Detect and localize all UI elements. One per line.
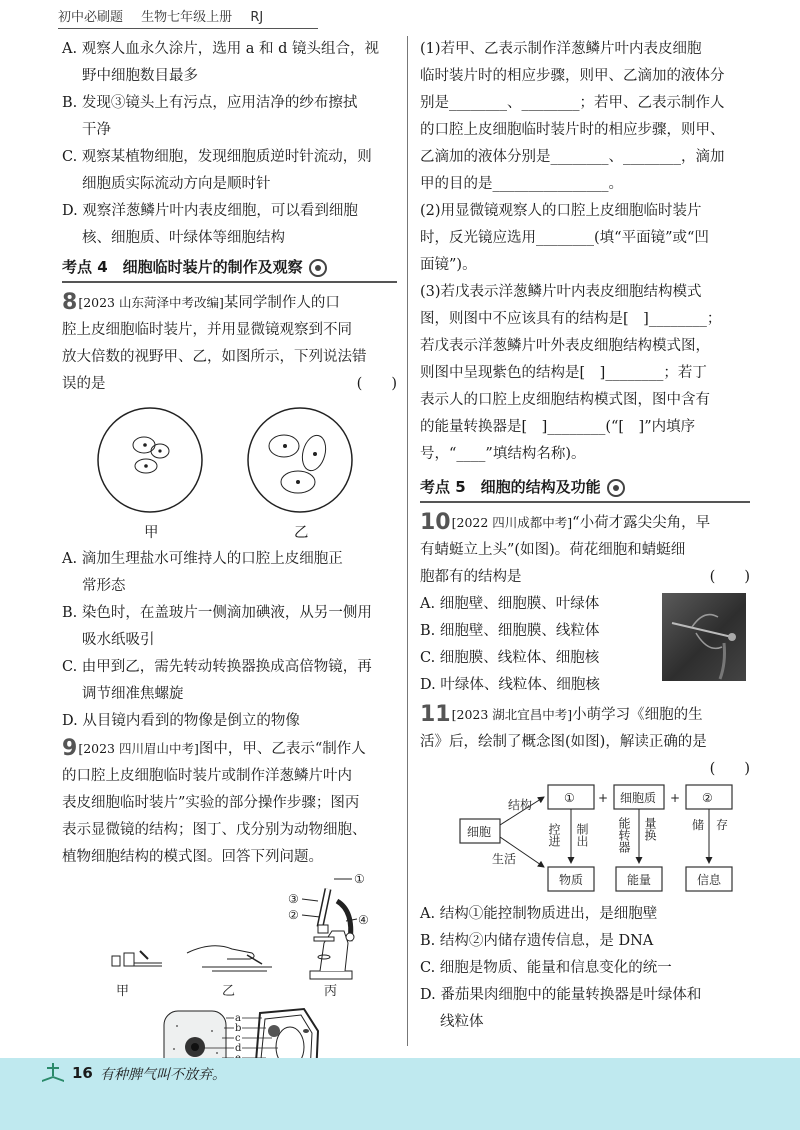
- microscope-fields-diagram: [62, 398, 397, 546]
- header-rule: [58, 28, 318, 29]
- q8-option-b: B. 染色时，在盖玻片一侧滴加碘液，从另一侧用: [62, 605, 372, 621]
- q9-part-line: 图，则图中不应该具有的结构是[ ]________；: [420, 311, 722, 327]
- q8-option-c: C. 由甲到乙，需先转动转换器换成高倍物镜，再: [62, 659, 372, 675]
- q7-option-c-cont: 细胞质实际流动方向是顺时针: [82, 176, 271, 192]
- section-heading-text: 考点 4 细胞临时装片的制作及观察: [62, 258, 303, 276]
- q10-stem-line2: 有蜻蜓立上头”(如图)。荷花细胞和蜻蜓细: [420, 542, 686, 558]
- q10-option-c: C. 细胞膜、线粒体、细胞核: [420, 650, 600, 666]
- concept-box2: ②: [702, 791, 713, 805]
- q9-stem-line4: 表示显微镜的结构；图丁、戊分别为动物细胞、: [62, 822, 367, 838]
- q7-option-c: C. 观察某植物细胞，发现细胞质逆时针流动，则: [62, 149, 372, 165]
- concept-plus: +: [670, 791, 681, 805]
- q8-stem-line3: 放大倍数的视野甲、乙，如图所示，下列说法错: [62, 349, 367, 365]
- q8-option-c-cont: 调节细准焦螺旋: [82, 686, 184, 702]
- answer-paren: ( ): [356, 376, 397, 392]
- left-column: [62, 36, 397, 1111]
- q9-part-line: (1)若甲、乙表示制作洋葱鳞片叶内表皮细胞: [420, 41, 702, 57]
- q8-text: 某同学制作人的口: [223, 295, 340, 311]
- q7-option-d-cont: 核、细胞质、叶绿体等细胞结构: [82, 230, 285, 246]
- q8-option-a-cont: 常形态: [82, 578, 126, 594]
- q10-stem-line1: [420, 509, 750, 537]
- q11-stem-line2: 活》后，绘制了概念图(如图)，解读正确的是: [420, 734, 707, 750]
- step-jia-drawing: [112, 951, 162, 966]
- q10-option-a: A. 细胞壁、细胞膜、叶绿体: [420, 596, 600, 612]
- page-footer: [0, 1058, 800, 1130]
- answer-paren: ( ): [709, 569, 750, 585]
- q8-stem-line1: [62, 289, 397, 317]
- cell-mark-c: c: [235, 1033, 241, 1044]
- q9-text: 图中，甲、乙表示“制作人: [198, 741, 366, 757]
- concept-cell: 细胞: [467, 825, 492, 839]
- q8-figure: [62, 398, 397, 546]
- edition: RJ: [250, 10, 264, 25]
- concept-substance: 物质: [559, 873, 584, 887]
- q9-part-line: 若戊表示洋葱鳞片叶外表皮细胞结构模式图，: [420, 338, 710, 354]
- cell-mark-d: d: [235, 1043, 242, 1054]
- q9-part-line: 表示人的口腔上皮细胞结构模式图，图中含有: [420, 392, 710, 408]
- field-jia: [98, 408, 202, 512]
- q7-option-b-cont: 干净: [82, 122, 111, 138]
- q9-part-line: 号，“____”填结构名称)。: [420, 446, 586, 462]
- concept-cytoplasm: 细胞质: [620, 791, 657, 805]
- q10-stem-line3: [420, 564, 750, 591]
- concept-map: [420, 783, 750, 901]
- concept-store: 储: [692, 818, 705, 832]
- concept-info: 信息: [697, 873, 722, 887]
- concept-box1: ①: [564, 791, 575, 805]
- q10-option-d: D. 叶绿体、线粒体、细胞核: [420, 677, 600, 693]
- q8-option-b-cont: 吸水纸吸引: [82, 632, 155, 648]
- figure-label-bing: 丙: [324, 984, 338, 999]
- q10-text: “小荷才露尖尖角，早: [572, 515, 711, 531]
- concept-energy: 能转器: [617, 817, 631, 853]
- page-header: [58, 6, 758, 28]
- microscope-icon: [310, 889, 354, 979]
- question-source: [2022 四川成都中考]: [451, 515, 573, 530]
- q9-part-line: 的口腔上皮细胞临时装片时的相应步骤，则甲、: [420, 122, 725, 138]
- target-icon: [309, 259, 327, 277]
- book-logo-icon: [40, 1060, 66, 1084]
- section-heading-text: 考点 5 细胞的结构及功能: [420, 478, 601, 496]
- footer-motto: 有种脾气叫不放弃。: [100, 1067, 226, 1083]
- concept-map-diagram: [420, 783, 750, 901]
- scope-mark-1: ①: [354, 872, 365, 886]
- q10-options-block: [420, 591, 750, 701]
- concept-amount: 量换: [643, 817, 657, 841]
- concept-energy-box: 能量: [627, 873, 652, 887]
- question-number: 8: [62, 290, 78, 315]
- q11-option-a: A. 结构①能控制物质进出，是细胞壁: [420, 906, 658, 922]
- step-yi-drawing: [187, 946, 272, 971]
- cell-mark-a: a: [235, 1013, 241, 1024]
- q9-stem-line1: [62, 735, 397, 763]
- q10-text-end: 胞都有的结构是: [420, 569, 522, 585]
- cell-mark-b: b: [235, 1023, 242, 1034]
- q10-option-b: B. 细胞壁、细胞膜、线粒体: [420, 623, 600, 639]
- q7-option-a-cont: 野中细胞数目最多: [82, 68, 198, 84]
- figure-label-yi: 乙: [294, 525, 309, 541]
- q9-stem-line5: 植物细胞结构的模式图。回答下列问题。: [62, 849, 323, 865]
- figure-label-jia: 甲: [116, 984, 130, 999]
- q11-text: 小萌学习《细胞的生: [572, 707, 703, 723]
- q11-option-d-cont: 线粒体: [440, 1014, 484, 1030]
- q8-text-end: 误的是: [62, 376, 106, 392]
- q8-option-d: D. 从目镜内看到的物像是倒立的物像: [62, 713, 300, 729]
- q9-part-line: 乙滴加的液体分别是________、________，滴加: [420, 149, 725, 165]
- question-number: 11: [420, 702, 451, 727]
- question-number: 10: [420, 510, 451, 535]
- question-source: [2023 湖北宜昌中考]: [451, 707, 573, 722]
- q9-part-line: (2)用显微镜观察人的口腔上皮细胞临时装片: [420, 203, 702, 219]
- question-source: [2023 四川眉山中考]: [78, 741, 199, 756]
- column-divider: [407, 36, 408, 1046]
- q9-stem-line3: 表皮细胞临时装片”实验的部分操作步骤；图丙: [62, 795, 360, 811]
- concept-structure: 结构: [508, 798, 533, 812]
- q8-stem-line2: 腔上皮细胞临时装片，并用显微镜观察到不同: [62, 322, 352, 338]
- concept-plus: +: [598, 791, 609, 805]
- q11-option-b: B. 结构②内储存遗传信息，是 DNA: [420, 933, 654, 949]
- concept-life: 生活: [492, 852, 517, 866]
- q9-part-line: 别是________、________；若甲、乙表示制作人: [420, 95, 725, 111]
- field-yi: [248, 408, 352, 512]
- concept-save: 存: [716, 818, 729, 832]
- figure-label-jia: 甲: [144, 525, 159, 541]
- q8-stem-line4: [62, 371, 397, 398]
- concept-control: 控进: [547, 823, 561, 847]
- q11-option-d: D. 番茄果肉细胞中的能量转换器是叶绿体和: [420, 987, 702, 1003]
- q11-option-c: C. 细胞是物质、能量和信息变化的统一: [420, 960, 672, 976]
- scope-mark-4: ④: [358, 913, 369, 927]
- q9-part-line: (3)若戊表示洋葱鳞片叶内表皮细胞结构模式: [420, 284, 702, 300]
- q7-option-d: D. 观察洋葱鳞片叶内表皮细胞，可以看到细胞: [62, 203, 358, 219]
- section-heading-kaodian4: [62, 254, 397, 283]
- q9-part-line: 时，反光镜应选用________(填“平面镜”或“凹: [420, 230, 709, 246]
- q9-part-line: 的能量转换器是[ ]________(“[ ]”内填序: [420, 419, 696, 435]
- q9-stem-line2: 的口腔上皮细胞临时装片或制作洋葱鳞片叶内: [62, 768, 352, 784]
- scope-mark-2: ②: [288, 908, 299, 922]
- q9-part-line: 则图中呈现紫色的结构是[ ]________；若丁: [420, 365, 707, 381]
- question-number: 9: [62, 736, 78, 761]
- subject-name: 生物七年级上册: [141, 10, 233, 25]
- q9-part-line: 临时装片时的相应步骤，则甲、乙滴加的液体分: [420, 68, 725, 84]
- section-heading-kaodian5: [420, 474, 750, 503]
- page-number: 16: [72, 1064, 93, 1082]
- scope-mark-3: ③: [288, 892, 299, 906]
- q7-option-a: A. 观察人血永久涂片，选用 a 和 d 镜头组合，视: [62, 41, 380, 57]
- concept-make: 制出: [575, 823, 589, 847]
- q8-option-a: A. 滴加生理盐水可维持人的口腔上皮细胞正: [62, 551, 343, 567]
- question-source: [2023 山东菏泽中考改编]: [78, 295, 224, 310]
- target-icon: [607, 479, 625, 497]
- dragonfly-photo: [662, 593, 746, 681]
- answer-paren: ( ): [709, 761, 750, 777]
- q9-part-line: 甲的目的是________________。: [420, 176, 623, 192]
- q11-stem-line1: [420, 701, 750, 729]
- series-name: 初中必刷题: [58, 10, 124, 25]
- q9-part-line: 面镜”)。: [420, 257, 477, 273]
- figure-label-yi: 乙: [222, 984, 236, 999]
- right-column: [420, 36, 750, 1036]
- q7-option-b: B. 发现③镜头上有污点，应用洁净的纱布擦拭: [62, 95, 358, 111]
